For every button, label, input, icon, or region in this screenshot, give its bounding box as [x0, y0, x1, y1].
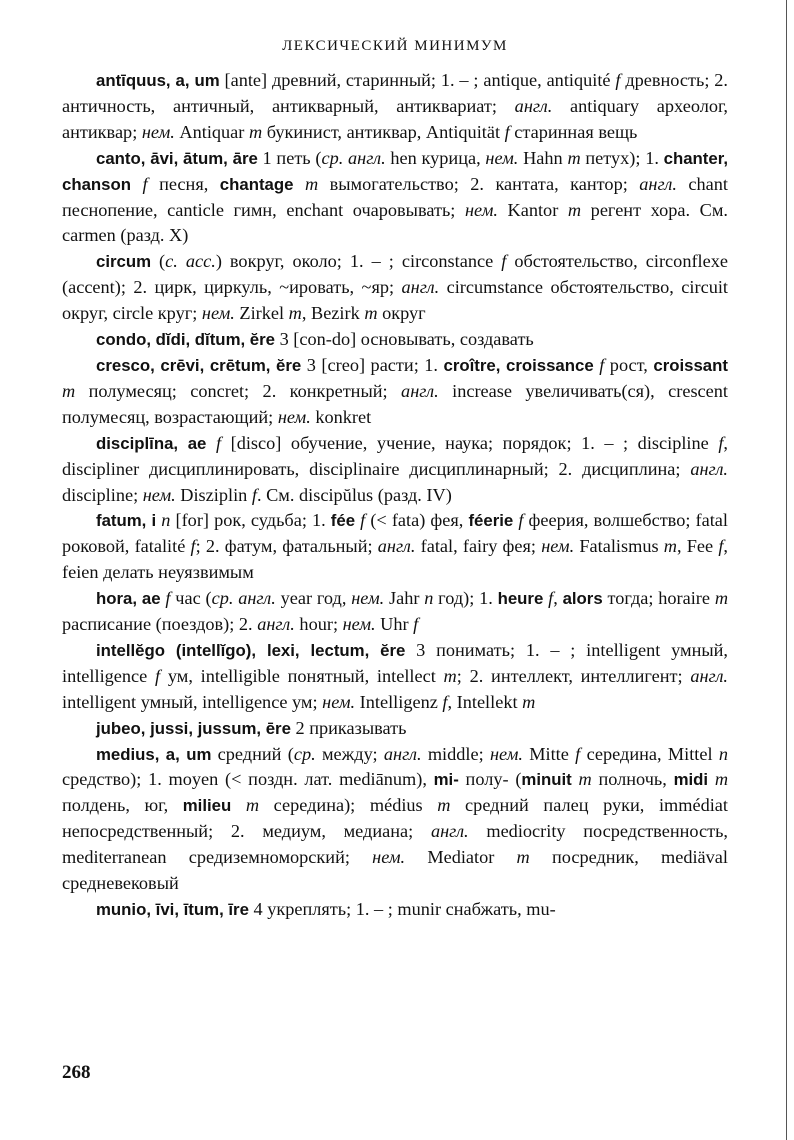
headword: canto, āvi, ātum, āre [96, 148, 258, 168]
entry-text: 3 [con-do] основывать, создавать [275, 329, 534, 350]
entry-text: петух); 1. [580, 147, 664, 168]
abbreviation: нем. [351, 588, 385, 609]
headword: medius, a, um [96, 744, 212, 764]
entry-text: , Fee [676, 536, 719, 557]
entry-text: , Intellekt [447, 691, 523, 712]
entry-text: Fatalismus [574, 536, 664, 557]
abbreviation: m [714, 769, 729, 790]
entry-text: 1 петь ( [257, 147, 322, 168]
abbreviation: f [718, 536, 724, 557]
dictionary-entry [62, 146, 728, 250]
abbreviation: нем. [464, 199, 498, 220]
entry-text: [disco] обучение, учение, наука; порядок; 1. – ; discipline [221, 432, 719, 453]
entry-text: букинист, антиквар, Antiquität [262, 121, 505, 142]
entry-text: регент хора. См. carmen (разд. X) [62, 199, 728, 246]
abbreviation: m [567, 199, 582, 220]
headword: heure [497, 589, 544, 609]
entry-text: chant песнопение, canticle гимн, enchant очаровывать; [62, 173, 728, 220]
abbreviation: m [437, 795, 451, 816]
abbreviation: m [567, 147, 581, 168]
headword: féerie [468, 511, 514, 531]
abbreviation: m [245, 795, 260, 816]
entry-text: древность; 2. античность, античный, антикварный, антиквариат; [62, 70, 728, 116]
entry-text: между; [315, 743, 384, 764]
abbreviation: f [504, 121, 510, 142]
abbreviation: f [165, 588, 171, 609]
dictionary-entry [62, 897, 728, 923]
abbreviation: англ. [514, 95, 553, 116]
entry-text: middle; [421, 743, 490, 764]
dictionary-entry [62, 68, 728, 146]
entry-text: ) вокруг, около; 1. – ; circonstance [215, 251, 502, 272]
abbreviation: m [62, 380, 76, 401]
entry-text: antiquary археолог, антиквар; [62, 95, 728, 142]
entry-text: fatal, fairy фея; [415, 536, 542, 557]
abbreviation: n [424, 588, 434, 609]
abbreviation: n [718, 743, 729, 764]
headword: munio, īvi, ītum, īre [96, 900, 249, 919]
abbreviation: f [548, 588, 554, 609]
entry-text: [for] рок, судьба; 1. [170, 510, 331, 531]
abbreviation: нем. [342, 614, 376, 635]
entry-text: , discipliner дисциплинировать, disciplinaire дисциплинарный; 2. дисциплина; [62, 432, 728, 479]
entry-text: Jahr [384, 588, 425, 609]
headword: croître, croissance [443, 355, 594, 375]
entry-list [62, 68, 728, 923]
entry-text: год); 1. [433, 588, 498, 609]
abbreviation: f [518, 510, 524, 531]
entry-text: Mitte [522, 743, 576, 764]
abbreviation: m [714, 588, 729, 609]
entry-text: Intelligenz [355, 691, 443, 712]
abbreviation: нем. [142, 484, 176, 505]
entry-text: час ( [170, 588, 212, 609]
entry-text: средний палец руки, immédiat непосредственный; 2. медиум, медиана; [62, 795, 729, 842]
dictionary-entry [62, 508, 728, 586]
abbreviation: f [442, 691, 448, 712]
entry-text [231, 795, 246, 815]
headword: jubeo, jussi, jussum, ēre [96, 718, 291, 738]
entry-text: discipline; [62, 484, 143, 505]
headword: milieu [182, 796, 232, 816]
entry-text: [ante] древний, старинный; 1. – ; antique, antiquité [219, 70, 616, 90]
page-number: 268 [62, 1062, 91, 1083]
headword: fatum, i [96, 511, 157, 531]
abbreviation: f [155, 665, 161, 686]
abbreviation: m [364, 303, 378, 324]
entry-text: Mediator [405, 847, 517, 868]
abbreviation: f [615, 70, 621, 90]
headword: disciplīna, ae [96, 433, 207, 453]
abbreviation: f [718, 432, 724, 453]
entry-text: 3 понимать; 1. – ; intelligent умный, intelligence [62, 639, 728, 686]
entry-text: konkret [310, 406, 372, 427]
abbreviation: нем. [541, 536, 575, 557]
headword: croissant [653, 355, 728, 375]
headword: chantage [219, 174, 294, 194]
headword: intellĕgo (intellĭgo), lexi, lectum, ĕre [96, 640, 406, 660]
abbreviation: f [190, 536, 196, 557]
entry-text: посредник, mediäval средневековый [62, 847, 728, 894]
abbreviation: англ. [639, 173, 677, 194]
entry-text: . См. discipŭlus (разд. IV) [256, 484, 452, 505]
abbreviation: f [413, 614, 419, 635]
headword: cresco, crēvi, crētum, ĕre [96, 355, 302, 375]
abbreviation: нем. [322, 691, 356, 712]
entry-text: Antiquar [174, 121, 249, 142]
entry-text: средство); 1. moyen (< поздн. лат. mediānum), [62, 769, 434, 790]
entry-text: феерия, волшебство; fatal роковой, fatalité [62, 510, 728, 557]
headword: midi [673, 770, 709, 790]
entry-text: Hahn [518, 147, 568, 168]
headword: circum [96, 252, 152, 272]
abbreviation: нем. [485, 147, 519, 168]
abbreviation: n [161, 510, 171, 531]
abbreviation: нем. [201, 303, 235, 324]
abbreviation: англ. [377, 536, 416, 557]
entry-text: 2 приказывать [290, 717, 407, 738]
abbreviation: f [360, 510, 366, 531]
entry-text: Zirkel [234, 303, 289, 324]
abbreviation: f [215, 432, 222, 453]
entry-text [293, 174, 304, 194]
entry-text [131, 174, 142, 194]
dictionary-entry [62, 249, 728, 327]
page-edge-line [786, 0, 787, 1140]
entry-text: hen курица, [385, 147, 486, 168]
entry-text: mediocrity посредственность, mediterranean средиземноморский; [62, 821, 728, 868]
entry-text: year год, [275, 588, 352, 609]
abbreviation: нем. [489, 743, 523, 764]
abbreviation: англ. [383, 743, 422, 764]
dictionary-entry [62, 586, 728, 638]
abbreviation: англ. [401, 277, 440, 298]
entry-text: расписание (поездов); 2. [62, 614, 258, 635]
dictionary-entry [62, 327, 728, 353]
abbreviation: f [501, 251, 507, 272]
abbreviation: f [575, 743, 581, 764]
headword: alors [562, 589, 603, 609]
entry-text: Kantor [497, 199, 568, 220]
entry-text: середина); médius [259, 795, 438, 816]
entry-text: , Bezirk [301, 303, 365, 324]
entry-text [708, 769, 715, 789]
headword: condo, dĭdi, dĭtum, ĕre [96, 330, 276, 350]
abbreviation: m [522, 691, 536, 712]
abbreviation: c. acc. [165, 251, 216, 272]
entry-text: increase увеличивать(ся), crescent полумесяц, возрастающий; [62, 380, 729, 427]
entry-text: середина, Mittel [580, 743, 719, 764]
abbreviation: ср. [293, 743, 316, 764]
headword: hora, ae [96, 589, 161, 609]
entry-text: hour; [294, 614, 343, 635]
entry-text: рост, [604, 354, 654, 375]
entry-text: Uhr [375, 614, 414, 635]
entry-text: ; 2. интеллект, интеллигент; [456, 665, 691, 686]
headword: fée [330, 511, 356, 531]
abbreviation: f [599, 354, 605, 375]
abbreviation: нем. [277, 406, 311, 427]
abbreviation: нем. [372, 847, 406, 868]
abbreviation: англ. [401, 380, 439, 401]
abbreviation: m [248, 121, 263, 142]
abbreviation: англ. [690, 458, 728, 479]
dictionary-entry [62, 431, 728, 509]
entry-text: вымогательство; 2. кантата, кантор; [318, 173, 640, 194]
abbreviation: m [516, 847, 530, 868]
entry-text: ум, intelligible понятный, intellect [160, 665, 444, 686]
abbreviation: m [304, 173, 319, 194]
headword: chanter, chanson [62, 148, 728, 194]
entry-text [206, 433, 216, 453]
entry-text: полу- ( [458, 769, 522, 790]
entry-text: полдень, юг, [62, 795, 183, 816]
abbreviation: англ. [690, 665, 728, 686]
abbreviation: ср. англ. [321, 147, 386, 168]
entry-text: (< fata) фея, [365, 510, 469, 531]
headword: minuit [521, 770, 572, 790]
abbreviation: m [578, 769, 592, 790]
dictionary-entry [62, 638, 728, 716]
dictionary-page [62, 0, 728, 1140]
entry-text: полночь, [591, 769, 674, 790]
entry-text: полумесяц; concret; 2. конкретный; [75, 380, 402, 401]
entry-text: Disziplin [175, 484, 252, 505]
abbreviation: m [443, 665, 457, 686]
entry-text: intelligent умный, intelligence ум; [62, 691, 323, 712]
abbreviation: нем. [141, 121, 175, 142]
entry-text: , [553, 588, 563, 609]
headword: antīquus, a, um [96, 71, 220, 90]
entry-text: ( [151, 251, 166, 272]
dictionary-entry [62, 742, 728, 897]
dictionary-entry [62, 716, 728, 742]
running-header: ЛЕКСИЧЕСКИЙ МИНИМУМ [282, 38, 508, 54]
abbreviation: англ. [257, 614, 295, 635]
abbreviation: f [251, 484, 257, 505]
entry-text: средний ( [211, 743, 294, 764]
entry-text: тогда; horaire [602, 588, 715, 609]
entry-text: округ [377, 303, 426, 324]
headword: mi- [433, 770, 459, 790]
entry-text [572, 769, 579, 789]
entry-text: обстоятельство, circonflexe (accent); 2. цирк, циркуль, ~ировать, ~яр; [62, 251, 728, 298]
entry-text: circumstance обстоятельство, circuit округ, circle круг; [62, 277, 728, 324]
entry-text: , feien делать неуязвимым [62, 536, 728, 583]
abbreviation: m [663, 536, 677, 557]
entry-text: песня, [147, 173, 220, 194]
entry-text: ; 2. фатум, фатальный; [195, 536, 378, 557]
abbreviation: ср. англ. [211, 588, 276, 609]
abbreviation: m [288, 303, 302, 324]
entry-text: 3 [creo] расти; 1. [301, 354, 444, 375]
abbreviation: англ. [430, 821, 469, 842]
entry-text: старинная вещь [509, 121, 638, 142]
dictionary-entry [62, 353, 728, 431]
entry-text: 4 укреплять; 1. – ; munir снабжать, mu- [248, 899, 556, 919]
abbreviation: f [142, 173, 148, 194]
